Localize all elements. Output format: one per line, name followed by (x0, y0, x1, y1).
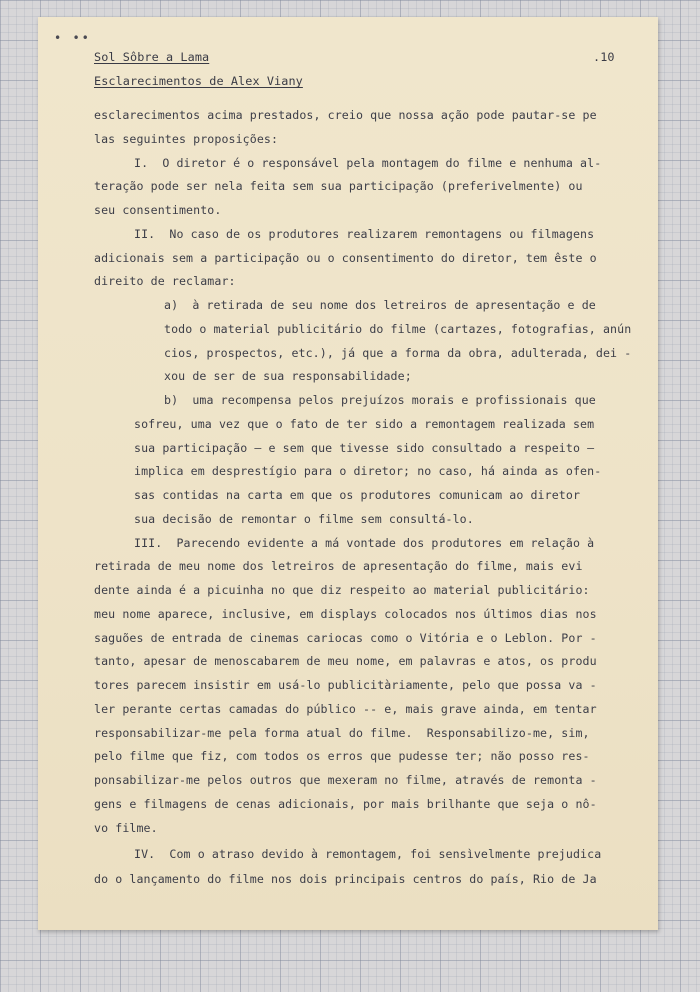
text-line: III. Parecendo evidente a má vontade dos produtores em relação à (134, 536, 595, 550)
text-line: responsabilizar-me pela forma atual do filme. Responsabilizo-me, sim, (94, 726, 590, 740)
text-line: sua participação — e sem que tivesse sido consultado a respeito — (134, 441, 595, 455)
text-line: tanto, apesar de menoscabarem de meu nome, em palavras e atos, os produ (94, 654, 597, 668)
text-line: a) à retirada de seu nome dos letreiros de apresentação e de (164, 298, 596, 312)
text-line: do o lançamento do filme nos dois principais centros do país, Rio de Ja (94, 872, 597, 886)
page-number: .10 (593, 50, 615, 64)
text-line: vo filme. (94, 821, 158, 835)
document-title: Sol Sôbre a Lama (94, 50, 210, 64)
text-line: II. No caso de os produtores realizarem remontagens ou filmagens (134, 227, 595, 241)
text-line: pelo filme que fiz, com todos os erros que pudesse ter; não posso res- (94, 749, 590, 763)
text-line: implica em desprestígio para o diretor; no caso, há ainda as ofen- (134, 464, 602, 478)
text-line: todo o material publicitário do filme (cartazes, fotografias, anún (164, 322, 632, 336)
text-line: retirada de meu nome dos letreiros de apresentação do filme, mais evi (94, 559, 583, 573)
text-line: dente ainda é a picuinha no que diz respeito ao material publicitário: (94, 583, 590, 597)
text-line: seu consentimento. (94, 203, 222, 217)
text-line: xou de ser de sua responsabilidade; (164, 369, 412, 383)
typewritten-page (38, 17, 658, 930)
text-line: adicionais sem a participação ou o consentimento do diretor, tem êste o (94, 251, 597, 265)
corner-marks: • •• (54, 31, 91, 45)
text-line: las seguintes proposições: (94, 132, 279, 146)
text-line: direito de reclamar: (94, 274, 236, 288)
text-line: saguões de entrada de cinemas cariocas como o Vitória e o Leblon. Por - (94, 631, 597, 645)
text-line: teração pode ser nela feita sem sua participação (preferivelmente) ou (94, 179, 583, 193)
text-line: I. O diretor é o responsável pela montagem do filme e nenhuma al- (134, 156, 602, 170)
text-line: ponsabilizar-me pelos outros que mexeram no filme, através de remonta - (94, 773, 597, 787)
text-line: tores parecem insistir em usá-lo publicitàriamente, pelo que possa va - (94, 678, 597, 692)
text-line: esclarecimentos acima prestados, creio que nossa ação pode pautar-se pe (94, 108, 597, 122)
text-line: sas contidas na carta em que os produtores comunicam ao diretor (134, 488, 581, 502)
document-subtitle: Esclarecimentos de Alex Viany (94, 74, 303, 88)
text-line: gens e filmagens de cenas adicionais, por mais brilhante que seja o nô- (94, 797, 597, 811)
text-line: meu nome aparece, inclusive, em displays colocados nos últimos dias nos (94, 607, 597, 621)
text-line: sua decisão de remontar o filme sem consultá-lo. (134, 512, 474, 526)
text-line: b) uma recompensa pelos prejuízos morais e profissionais que (164, 393, 596, 407)
text-line: IV. Com o atraso devido à remontagem, foi sensìvelmente prejudica (134, 847, 602, 861)
text-line: cios, prospectos, etc.), já que a forma da obra, adulterada, dei - (164, 346, 632, 360)
text-line: sofreu, uma vez que o fato de ter sido a remontagem realizada sem (134, 417, 595, 431)
text-line: ler perante certas camadas do público -- e, mais grave ainda, em tentar (94, 702, 597, 716)
